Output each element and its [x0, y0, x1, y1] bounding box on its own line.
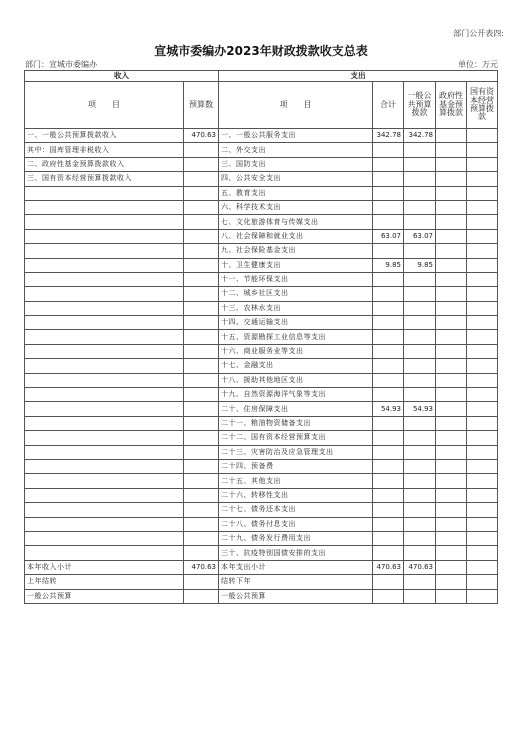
col-header-expense-item: 项 目	[219, 82, 373, 129]
state-capital-cell	[467, 287, 498, 301]
expense-item-cell: 十九、自然资源海洋气象等支出	[219, 388, 373, 402]
general-budget-cell	[404, 546, 436, 560]
general-budget-cell	[404, 503, 436, 517]
income-group-header: 收入	[25, 71, 219, 82]
expense-item-cell: 二十八、债务付息支出	[219, 517, 373, 531]
table-row	[25, 546, 498, 560]
fund-budget-cell	[436, 474, 467, 488]
budget-amount-cell	[184, 531, 219, 545]
general-budget-cell	[404, 531, 436, 545]
total-amount-cell: 63.07	[373, 229, 404, 243]
general-budget-cell	[404, 157, 436, 171]
fund-budget-cell	[436, 531, 467, 545]
budget-amount-cell	[184, 272, 219, 286]
general-budget-cell	[404, 445, 436, 459]
expense-item-cell: 二十六、转移性支出	[219, 488, 373, 502]
column-header-row	[25, 82, 498, 129]
general-budget-cell: 470.63	[404, 560, 436, 574]
state-capital-cell	[467, 431, 498, 445]
expense-item-cell: 二十二、国有资本经营预算支出	[219, 431, 373, 445]
state-capital-cell	[467, 344, 498, 358]
table-row	[25, 560, 498, 574]
table-row	[25, 244, 498, 258]
general-budget-cell	[404, 474, 436, 488]
total-amount-cell: 342.78	[373, 129, 404, 143]
state-capital-cell	[467, 129, 498, 143]
budget-amount-cell	[184, 388, 219, 402]
total-amount-cell	[373, 445, 404, 459]
total-amount-cell	[373, 517, 404, 531]
fund-budget-cell	[436, 186, 467, 200]
state-capital-cell	[467, 330, 498, 344]
budget-amount-cell	[184, 402, 219, 416]
state-capital-cell	[467, 416, 498, 430]
fund-budget-cell	[436, 359, 467, 373]
state-capital-cell	[467, 186, 498, 200]
fund-budget-cell	[436, 546, 467, 560]
fund-budget-cell	[436, 229, 467, 243]
general-budget-cell	[404, 459, 436, 473]
table-row	[25, 287, 498, 301]
fund-budget-cell	[436, 244, 467, 258]
expense-item-cell: 九、社会保险基金支出	[219, 244, 373, 258]
income-item-cell: 本年收入小计	[25, 560, 184, 574]
fund-budget-cell	[436, 215, 467, 229]
total-amount-cell	[373, 373, 404, 387]
expense-item-cell: 二十一、粮油物资储备支出	[219, 416, 373, 430]
total-amount-cell	[373, 287, 404, 301]
budget-amount-cell	[184, 229, 219, 243]
income-item-cell	[25, 215, 184, 229]
table-row	[25, 359, 498, 373]
fund-budget-cell	[436, 301, 467, 315]
table-row	[25, 330, 498, 344]
fund-budget-cell	[436, 575, 467, 589]
income-item-cell	[25, 373, 184, 387]
unit-label: 单位：万元	[458, 60, 498, 69]
fund-budget-cell	[436, 330, 467, 344]
budget-amount-cell	[184, 344, 219, 358]
budget-amount-cell	[184, 143, 219, 157]
state-capital-cell	[467, 200, 498, 214]
income-item-cell: 二、政府性基金预算拨款收入	[25, 157, 184, 171]
expense-item-cell: 三十、抗疫特别国债安排的支出	[219, 546, 373, 560]
total-amount-cell	[373, 546, 404, 560]
total-amount-cell	[373, 330, 404, 344]
table-row	[25, 517, 498, 531]
income-item-cell	[25, 200, 184, 214]
table-row	[25, 373, 498, 387]
col-header-budget: 预算数	[184, 82, 219, 129]
budget-amount-cell	[184, 215, 219, 229]
expense-item-cell: 二十五、其他支出	[219, 474, 373, 488]
state-capital-cell	[467, 445, 498, 459]
state-capital-cell	[467, 301, 498, 315]
general-budget-cell: 63.07	[404, 229, 436, 243]
total-amount-cell	[373, 272, 404, 286]
fund-budget-cell	[436, 589, 467, 603]
fund-budget-cell	[436, 517, 467, 531]
state-capital-cell	[467, 316, 498, 330]
expense-item-cell: 十六、商业服务业等支出	[219, 344, 373, 358]
table-row	[25, 445, 498, 459]
table-row	[25, 272, 498, 286]
table-row	[25, 416, 498, 430]
fund-budget-cell	[436, 316, 467, 330]
state-capital-cell	[467, 474, 498, 488]
expense-item-cell: 六、科学技术支出	[219, 200, 373, 214]
budget-amount-cell	[184, 359, 219, 373]
income-item-cell	[25, 229, 184, 243]
expense-item-cell: 五、教育支出	[219, 186, 373, 200]
total-amount-cell	[373, 301, 404, 315]
table-row	[25, 258, 498, 272]
table-row	[25, 474, 498, 488]
total-amount-cell	[373, 575, 404, 589]
income-item-cell: 其中：国库管理非税收入	[25, 143, 184, 157]
income-item-cell: 一、一般公共预算拨款收入	[25, 129, 184, 143]
budget-amount-cell	[184, 503, 219, 517]
general-budget-cell	[404, 330, 436, 344]
budget-amount-cell	[184, 244, 219, 258]
table-row	[25, 531, 498, 545]
expense-item-cell: 十一、节能环保支出	[219, 272, 373, 286]
expense-group-header: 支出	[219, 71, 498, 82]
expense-item-cell: 二十四、预备费	[219, 459, 373, 473]
general-budget-cell	[404, 244, 436, 258]
budget-amount-cell	[184, 186, 219, 200]
expense-item-cell: 十、卫生健康支出	[219, 258, 373, 272]
income-item-cell: 三、国有资本经营预算拨款收入	[25, 172, 184, 186]
state-capital-cell	[467, 560, 498, 574]
total-amount-cell: 470.63	[373, 560, 404, 574]
budget-amount-cell	[184, 575, 219, 589]
state-capital-cell	[467, 244, 498, 258]
expense-item-cell: 十八、援助其他地区支出	[219, 373, 373, 387]
income-item-cell	[25, 474, 184, 488]
table-row	[25, 157, 498, 171]
general-budget-cell	[404, 517, 436, 531]
state-capital-cell	[467, 459, 498, 473]
department-label: 部门：宣城市委编办	[25, 60, 97, 69]
expense-item-cell: 十三、农林水支出	[219, 301, 373, 315]
expense-item-cell: 七、文化旅游体育与传媒支出	[219, 215, 373, 229]
table-row	[25, 589, 498, 603]
total-amount-cell	[373, 503, 404, 517]
budget-amount-cell	[184, 373, 219, 387]
fund-budget-cell	[436, 143, 467, 157]
state-capital-cell	[467, 517, 498, 531]
budget-amount-cell	[184, 301, 219, 315]
general-budget-cell	[404, 488, 436, 502]
general-budget-cell	[404, 359, 436, 373]
state-capital-cell	[467, 373, 498, 387]
table-row	[25, 388, 498, 402]
col-header-income-item: 项 目	[25, 82, 184, 129]
budget-amount-cell	[184, 172, 219, 186]
fund-budget-cell	[436, 416, 467, 430]
page-title: 宣城市委编办2023年财政拨款收支总表	[154, 44, 368, 58]
general-budget-cell	[404, 344, 436, 358]
budget-amount-cell	[184, 474, 219, 488]
expense-item-cell: 二十、住房保障支出	[219, 402, 373, 416]
general-budget-cell	[404, 388, 436, 402]
budget-amount-cell	[184, 200, 219, 214]
col-header-total: 合计	[373, 82, 404, 129]
general-budget-cell	[404, 287, 436, 301]
fund-budget-cell	[436, 459, 467, 473]
income-item-cell	[25, 287, 184, 301]
budget-amount-cell	[184, 431, 219, 445]
fund-budget-cell	[436, 287, 467, 301]
table-row	[25, 215, 498, 229]
fund-budget-cell	[436, 445, 467, 459]
general-budget-cell	[404, 186, 436, 200]
state-capital-cell	[467, 402, 498, 416]
table-row	[25, 316, 498, 330]
budget-amount-cell	[184, 517, 219, 531]
expense-item-cell: 二十三、灾害防治及应急管理支出	[219, 445, 373, 459]
total-amount-cell	[373, 589, 404, 603]
general-budget-cell	[404, 301, 436, 315]
fund-budget-cell	[436, 200, 467, 214]
state-capital-cell	[467, 488, 498, 502]
fund-budget-cell	[436, 431, 467, 445]
total-amount-cell	[373, 474, 404, 488]
general-budget-cell: 9.85	[404, 258, 436, 272]
table-row	[25, 129, 498, 143]
expense-item-cell: 二、外交支出	[219, 143, 373, 157]
income-item-cell	[25, 186, 184, 200]
col-header-state-capital: 国有资本经营预算拨款	[467, 82, 498, 129]
budget-amount-cell	[184, 287, 219, 301]
income-item-cell	[25, 316, 184, 330]
total-amount-cell	[373, 388, 404, 402]
income-item-cell	[25, 503, 184, 517]
table-row	[25, 200, 498, 214]
income-item-cell	[25, 359, 184, 373]
income-item-cell	[25, 517, 184, 531]
budget-amount-cell	[184, 316, 219, 330]
expense-item-cell: 二十七、债务还本支出	[219, 503, 373, 517]
total-amount-cell	[373, 416, 404, 430]
general-budget-cell	[404, 431, 436, 445]
income-item-cell	[25, 531, 184, 545]
income-item-cell	[25, 244, 184, 258]
general-budget-cell	[404, 373, 436, 387]
table-row	[25, 575, 498, 589]
fund-budget-cell	[436, 388, 467, 402]
fund-budget-cell	[436, 373, 467, 387]
budget-amount-cell: 470.63	[184, 560, 219, 574]
finance-summary-table	[24, 70, 498, 604]
total-amount-cell	[373, 488, 404, 502]
state-capital-cell	[467, 388, 498, 402]
total-amount-cell	[373, 344, 404, 358]
expense-item-cell: 一、一般公共服务支出	[219, 129, 373, 143]
income-item-cell	[25, 431, 184, 445]
total-amount-cell	[373, 531, 404, 545]
income-item-cell	[25, 258, 184, 272]
state-capital-cell	[467, 215, 498, 229]
total-amount-cell	[373, 200, 404, 214]
fund-budget-cell	[436, 402, 467, 416]
total-amount-cell	[373, 316, 404, 330]
general-budget-cell	[404, 316, 436, 330]
total-amount-cell	[373, 244, 404, 258]
col-header-general-budget: 一般公共预算拨款	[404, 82, 436, 129]
general-budget-cell	[404, 575, 436, 589]
income-item-cell	[25, 330, 184, 344]
expense-item-cell: 十二、城乡社区支出	[219, 287, 373, 301]
fund-budget-cell	[436, 344, 467, 358]
general-budget-cell	[404, 416, 436, 430]
expense-item-cell: 二十九、债务发行费用支出	[219, 531, 373, 545]
budget-amount-cell: 470.63	[184, 129, 219, 143]
income-item-cell: 上年结转	[25, 575, 184, 589]
table-row	[25, 431, 498, 445]
income-item-cell	[25, 459, 184, 473]
budget-amount-cell	[184, 546, 219, 560]
fund-budget-cell	[436, 560, 467, 574]
income-item-cell	[25, 388, 184, 402]
total-amount-cell	[373, 215, 404, 229]
general-budget-cell	[404, 272, 436, 286]
state-capital-cell	[467, 575, 498, 589]
table-row	[25, 488, 498, 502]
total-amount-cell	[373, 359, 404, 373]
table-row	[25, 172, 498, 186]
state-capital-cell	[467, 229, 498, 243]
income-item-cell	[25, 272, 184, 286]
budget-amount-cell	[184, 258, 219, 272]
income-item-cell	[25, 416, 184, 430]
table-row	[25, 229, 498, 243]
fund-budget-cell	[436, 488, 467, 502]
budget-amount-cell	[184, 445, 219, 459]
table-row	[25, 186, 498, 200]
expense-item-cell: 四、公共安全支出	[219, 172, 373, 186]
state-capital-cell	[467, 258, 498, 272]
expense-item-cell: 十五、资源勘探工业信息等支出	[219, 330, 373, 344]
budget-amount-cell	[184, 416, 219, 430]
col-header-fund-budget: 政府性基金预算拨款	[436, 82, 467, 129]
fund-budget-cell	[436, 503, 467, 517]
total-amount-cell	[373, 186, 404, 200]
state-capital-cell	[467, 359, 498, 373]
expense-item-cell: 八、社会保障和就业支出	[219, 229, 373, 243]
total-amount-cell: 9.85	[373, 258, 404, 272]
total-amount-cell: 54.93	[373, 402, 404, 416]
fund-budget-cell	[436, 172, 467, 186]
income-item-cell	[25, 301, 184, 315]
budget-amount-cell	[184, 157, 219, 171]
expense-item-cell: 一般公共预算	[219, 589, 373, 603]
general-budget-cell	[404, 200, 436, 214]
expense-item-cell: 十四、交通运输支出	[219, 316, 373, 330]
state-capital-cell	[467, 531, 498, 545]
total-amount-cell	[373, 459, 404, 473]
total-amount-cell	[373, 172, 404, 186]
state-capital-cell	[467, 157, 498, 171]
table-row	[25, 503, 498, 517]
general-budget-cell: 54.93	[404, 402, 436, 416]
budget-amount-cell	[184, 589, 219, 603]
income-item-cell	[25, 445, 184, 459]
general-budget-cell	[404, 589, 436, 603]
fund-budget-cell	[436, 157, 467, 171]
income-item-cell	[25, 344, 184, 358]
fund-budget-cell	[436, 258, 467, 272]
income-item-cell	[25, 402, 184, 416]
income-item-cell: 一般公共预算	[25, 589, 184, 603]
total-amount-cell	[373, 143, 404, 157]
total-amount-cell	[373, 431, 404, 445]
table-number-label: 部门公开表四:	[453, 29, 504, 38]
state-capital-cell	[467, 503, 498, 517]
budget-amount-cell	[184, 488, 219, 502]
table-row	[25, 301, 498, 315]
total-amount-cell	[373, 157, 404, 171]
general-budget-cell	[404, 215, 436, 229]
state-capital-cell	[467, 589, 498, 603]
fund-budget-cell	[436, 129, 467, 143]
income-item-cell	[25, 546, 184, 560]
table-row	[25, 344, 498, 358]
state-capital-cell	[467, 272, 498, 286]
expense-item-cell: 三、国防支出	[219, 157, 373, 171]
table-row	[25, 402, 498, 416]
expense-item-cell: 本年支出小计	[219, 560, 373, 574]
general-budget-cell	[404, 143, 436, 157]
expense-item-cell: 结转下年	[219, 575, 373, 589]
state-capital-cell	[467, 143, 498, 157]
income-item-cell	[25, 488, 184, 502]
table-row	[25, 459, 498, 473]
budget-amount-cell	[184, 330, 219, 344]
group-header-row	[25, 71, 498, 82]
state-capital-cell	[467, 172, 498, 186]
expense-item-cell: 十七、金融支出	[219, 359, 373, 373]
general-budget-cell	[404, 172, 436, 186]
budget-amount-cell	[184, 459, 219, 473]
state-capital-cell	[467, 546, 498, 560]
general-budget-cell: 342.78	[404, 129, 436, 143]
fund-budget-cell	[436, 272, 467, 286]
table-row	[25, 143, 498, 157]
